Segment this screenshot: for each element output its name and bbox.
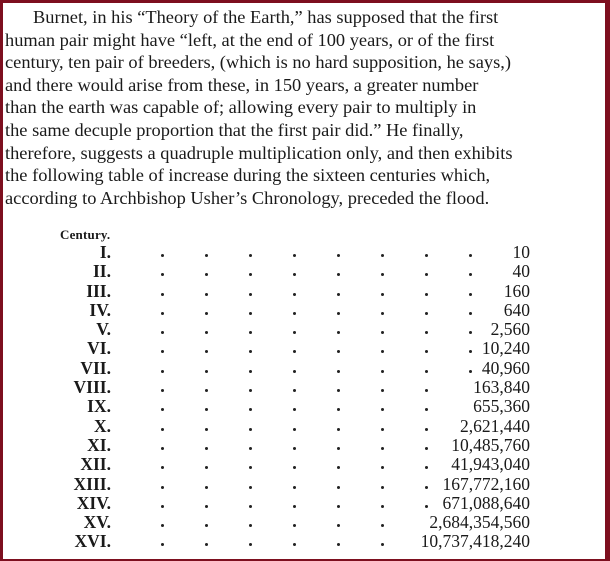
leader-dot [425, 486, 428, 489]
leader-dot [425, 389, 428, 392]
leader-dot [205, 293, 208, 296]
leader-dot [161, 331, 164, 334]
leader-dot [293, 524, 296, 527]
leader-dot [337, 389, 340, 392]
leader-dot [337, 273, 340, 276]
paragraph-line: therefore, suggests a quadruple multiplication only, and then exhibits [5, 142, 513, 163]
table-row [3, 378, 605, 397]
paragraph-line: century, ten pair of breeders, (which is no hard supposition, he says,) [5, 52, 511, 73]
population-value: 10,485,760 [451, 434, 530, 455]
leader-dot [469, 293, 472, 296]
leader-dot [249, 466, 252, 469]
population-value: 10 [512, 242, 530, 262]
leader-dot [381, 408, 384, 411]
leader-dot [161, 543, 164, 546]
leader-dot [161, 273, 164, 276]
table-row [3, 320, 605, 339]
leader-dot [469, 350, 472, 353]
population-value: 160 [503, 280, 530, 301]
leader-dot [381, 331, 384, 334]
table-row [3, 436, 605, 455]
century-numeral: XVI. [74, 531, 111, 552]
table-row [3, 475, 605, 494]
leader-dot [249, 428, 252, 431]
leader-dot [161, 505, 164, 508]
leader-dot [293, 350, 296, 353]
leader-dot [293, 312, 296, 315]
leader-dot [337, 254, 340, 257]
century-numeral: XI. [87, 434, 111, 455]
leader-dot [381, 486, 384, 489]
leader-dot [381, 312, 384, 315]
leader-dot [381, 350, 384, 353]
leader-dot [205, 466, 208, 469]
paragraph-line: the same decuple proportion that the first pair did.” He finally, [5, 119, 464, 140]
leader-dot [205, 505, 208, 508]
leader-dot [469, 312, 472, 315]
leader-dot [205, 331, 208, 334]
population-value: 10,240 [481, 338, 530, 359]
leader-dot [337, 370, 340, 373]
paragraph-line: the following table of increase during the sixteen centuries which, [5, 165, 491, 186]
leader-dot [425, 447, 428, 450]
leader-dot [205, 273, 208, 276]
leader-dot [205, 486, 208, 489]
leader-dot [337, 293, 340, 296]
table-row [3, 397, 605, 416]
table-row [3, 301, 605, 320]
leader-dot [161, 447, 164, 450]
leader-dot [161, 524, 164, 527]
population-value: 40,960 [481, 357, 530, 378]
leader-dot [381, 447, 384, 450]
leader-dot [161, 389, 164, 392]
century-numeral: X. [93, 415, 111, 436]
leader-dot [293, 293, 296, 296]
leader-dot [381, 293, 384, 296]
leader-dot [205, 370, 208, 373]
population-value: 2,684,354,560 [429, 512, 530, 533]
leader-dot [381, 254, 384, 257]
document-page [3, 3, 605, 559]
leader-dot [381, 273, 384, 276]
leader-dot [205, 447, 208, 450]
leader-dot [249, 254, 252, 257]
leader-dot [161, 254, 164, 257]
population-value: 671,088,640 [442, 492, 530, 513]
leader-dot [161, 466, 164, 469]
leader-dot [469, 331, 472, 334]
table-row [3, 455, 605, 474]
paragraph-line: human pair might have “left, at the end of 100 years, or of the first [5, 29, 495, 50]
century-numeral: VI. [87, 338, 111, 359]
leader-dot [337, 486, 340, 489]
leader-dot [293, 389, 296, 392]
leader-dot [293, 486, 296, 489]
leader-dot [293, 543, 296, 546]
leader-dot [293, 408, 296, 411]
century-numeral: III. [86, 280, 111, 301]
leader-dot [249, 312, 252, 315]
body-paragraph [5, 6, 603, 209]
leader-dot [337, 428, 340, 431]
century-column-header: Century. [60, 227, 111, 242]
leader-dot [205, 350, 208, 353]
leader-dot [425, 293, 428, 296]
leader-dot [425, 273, 428, 276]
table-row [3, 339, 605, 358]
leader-dot [249, 486, 252, 489]
leader-dot [249, 505, 252, 508]
table-row [3, 243, 605, 262]
leader-dot [425, 408, 428, 411]
century-numeral: I. [99, 242, 111, 262]
leader-dot [205, 312, 208, 315]
leader-dot [381, 543, 384, 546]
leader-dot [161, 486, 164, 489]
leader-dot [425, 350, 428, 353]
century-numeral: VII. [80, 357, 111, 378]
leader-dot [249, 293, 252, 296]
leader-dot [337, 408, 340, 411]
population-value: 40 [512, 261, 530, 282]
leader-dot [205, 543, 208, 546]
leader-dot [293, 428, 296, 431]
leader-dot [381, 370, 384, 373]
leader-dot [425, 428, 428, 431]
leader-dot [293, 273, 296, 276]
table-row [3, 282, 605, 301]
leader-dot [161, 293, 164, 296]
leader-dot [381, 466, 384, 469]
leader-dot [425, 331, 428, 334]
leader-dot [293, 447, 296, 450]
leader-dot [293, 254, 296, 257]
leader-dot [161, 350, 164, 353]
century-numeral: XV. [83, 512, 111, 533]
leader-dot [469, 254, 472, 257]
table-row [3, 359, 605, 378]
century-numeral: XIII. [73, 473, 111, 494]
population-value: 10,737,418,240 [420, 531, 530, 552]
leader-dot [337, 447, 340, 450]
table-row [3, 417, 605, 436]
leader-dot [425, 312, 428, 315]
leader-dot [469, 370, 472, 373]
leader-dot [381, 428, 384, 431]
leader-dot [249, 331, 252, 334]
leader-dot [205, 389, 208, 392]
population-value: 640 [503, 299, 530, 320]
leader-dot [337, 524, 340, 527]
paragraph-line: according to Archbishop Usher’s Chronology, preceded the flood. [5, 187, 490, 208]
leader-dot [425, 370, 428, 373]
table-body [3, 243, 605, 552]
leader-dot [337, 543, 340, 546]
leader-dot [249, 524, 252, 527]
leader-dot [249, 543, 252, 546]
leader-dot [337, 505, 340, 508]
table-row [3, 532, 605, 551]
population-value: 655,360 [473, 396, 530, 417]
leader-dot [337, 350, 340, 353]
century-numeral: V. [96, 319, 111, 340]
leader-dot [205, 524, 208, 527]
leader-dot [249, 273, 252, 276]
leader-dot [337, 331, 340, 334]
leader-dot [205, 254, 208, 257]
population-value: 167,772,160 [442, 473, 530, 494]
century-numeral: XIV. [76, 492, 111, 513]
population-value: 2,621,440 [460, 415, 530, 436]
century-numeral: IV. [89, 299, 111, 320]
leader-dot [337, 312, 340, 315]
leader-dot [249, 350, 252, 353]
leader-dot [205, 408, 208, 411]
leader-dot [205, 428, 208, 431]
table-row [3, 262, 605, 281]
leader-dot [425, 254, 428, 257]
century-numeral: XII. [80, 454, 111, 475]
leader-dot [161, 428, 164, 431]
leader-dot [293, 466, 296, 469]
paragraph-line: Burnet, in his “Theory of the Earth,” has supposed that the first [33, 7, 499, 27]
leader-dot [161, 408, 164, 411]
table-row [3, 513, 605, 532]
leader-dot [249, 370, 252, 373]
leader-dot [425, 466, 428, 469]
leader-dot [293, 505, 296, 508]
century-numeral: II. [93, 261, 111, 282]
leader-dot [337, 466, 340, 469]
leader-dot [381, 524, 384, 527]
leader-dot [161, 312, 164, 315]
century-numeral: VIII. [73, 377, 111, 398]
paragraph-line: and there would arise from these, in 150 years, a greater number [5, 74, 479, 95]
table-row [3, 494, 605, 513]
population-value: 2,560 [490, 319, 530, 340]
leader-dot [249, 408, 252, 411]
leader-dot [469, 273, 472, 276]
population-value: 41,943,040 [451, 454, 530, 475]
leader-dot [249, 447, 252, 450]
population-value: 163,840 [473, 377, 530, 398]
leader-dot [249, 389, 252, 392]
leader-dot [161, 370, 164, 373]
leader-dot [425, 505, 428, 508]
leader-dot [381, 505, 384, 508]
leader-dot [381, 389, 384, 392]
paragraph-line: than the earth was capable of; allowing every pair to multiply in [5, 97, 477, 118]
century-numeral: IX. [87, 396, 111, 417]
leader-dot [293, 331, 296, 334]
leader-dot [293, 370, 296, 373]
